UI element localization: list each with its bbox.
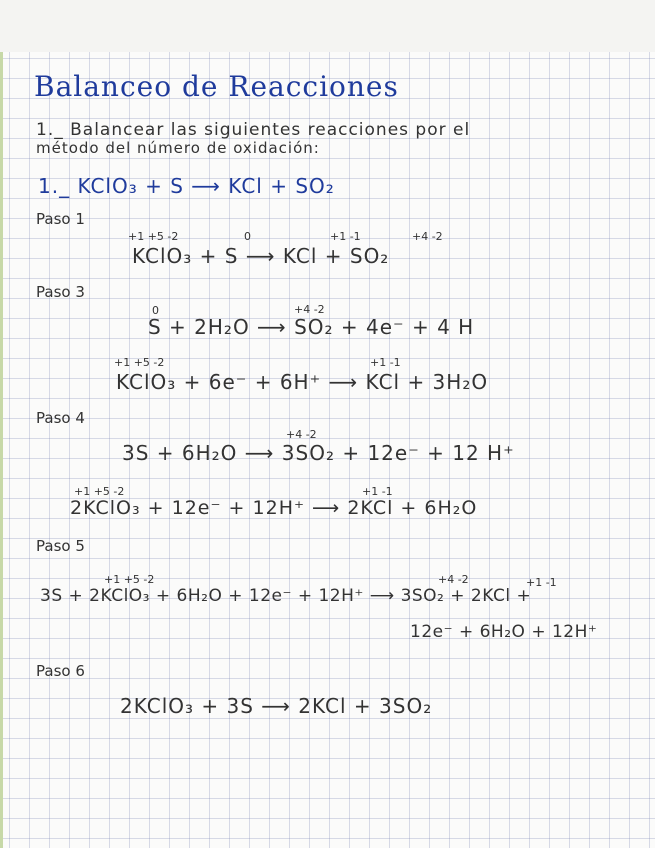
step-5-equation-line-1: 3S + 2KClO₃ + 6H₂O + 12e⁻ + 12H⁺ ⟶ 3SO₂ + 2KCl +: [40, 586, 532, 606]
step-4b-oxidation-kcl: +1 -1: [362, 485, 393, 498]
step-5-oxidation-kclo3: +1 +5 -2: [104, 573, 155, 586]
step-4b-equation: 2KClO₃ + 12e⁻ + 12H⁺ ⟶ 2KCl + 6H₂O: [70, 497, 478, 519]
step-6-label: Paso 6: [36, 662, 85, 680]
step-1-oxidation-kcl: +1 -1: [330, 230, 361, 243]
step-4b-oxidation-kclo3: +1 +5 -2: [74, 485, 125, 498]
step-5-label: Paso 5: [36, 537, 85, 555]
step-1-label: Paso 1: [36, 210, 85, 228]
reaction-1: 1._ KClO₃ + S ⟶ KCl + SO₂: [38, 174, 335, 198]
step-1-oxidation-kclo3: +1 +5 -2: [128, 230, 179, 243]
step-3a-equation: S + 2H₂O ⟶ SO₂ + 4e⁻ + 4 H: [148, 315, 475, 339]
step-5-oxidation-so2: +4 -2: [438, 573, 469, 586]
page-title: Balanceo de Reacciones: [34, 70, 399, 103]
step-3b-oxidation-kcl: +1 -1: [370, 356, 401, 369]
step-4a-oxidation-so2: +4 -2: [286, 428, 317, 441]
step-5-equation-line-2: 12e⁻ + 6H₂O + 12H⁺: [410, 622, 598, 642]
step-3a-oxidation-so2: +4 -2: [294, 303, 325, 316]
step-3b-equation: KClO₃ + 6e⁻ + 6H⁺ ⟶ KCl + 3H₂O: [116, 370, 489, 394]
step-4-label: Paso 4: [36, 409, 85, 427]
instruction-line-2: método del número de oxidación:: [36, 139, 320, 157]
step-1-equation: KClO₃ + S ⟶ KCl + SO₂: [132, 244, 390, 268]
step-4a-equation: 3S + 6H₂O ⟶ 3SO₂ + 12e⁻ + 12 H⁺: [122, 441, 515, 465]
step-3b-oxidation-kclo3: +1 +5 -2: [114, 356, 165, 369]
step-3-label: Paso 3: [36, 283, 85, 301]
step-6-equation: 2KClO₃ + 3S ⟶ 2KCl + 3SO₂: [120, 694, 433, 718]
instruction-line-1: 1._ Balancear las siguientes reacciones por el: [36, 120, 471, 140]
step-1-oxidation-s: 0: [244, 230, 251, 243]
step-5-oxidation-kcl: +1 -1: [526, 576, 557, 589]
step-3a-oxidation-s: 0: [152, 304, 159, 317]
step-1-oxidation-so2: +4 -2: [412, 230, 443, 243]
